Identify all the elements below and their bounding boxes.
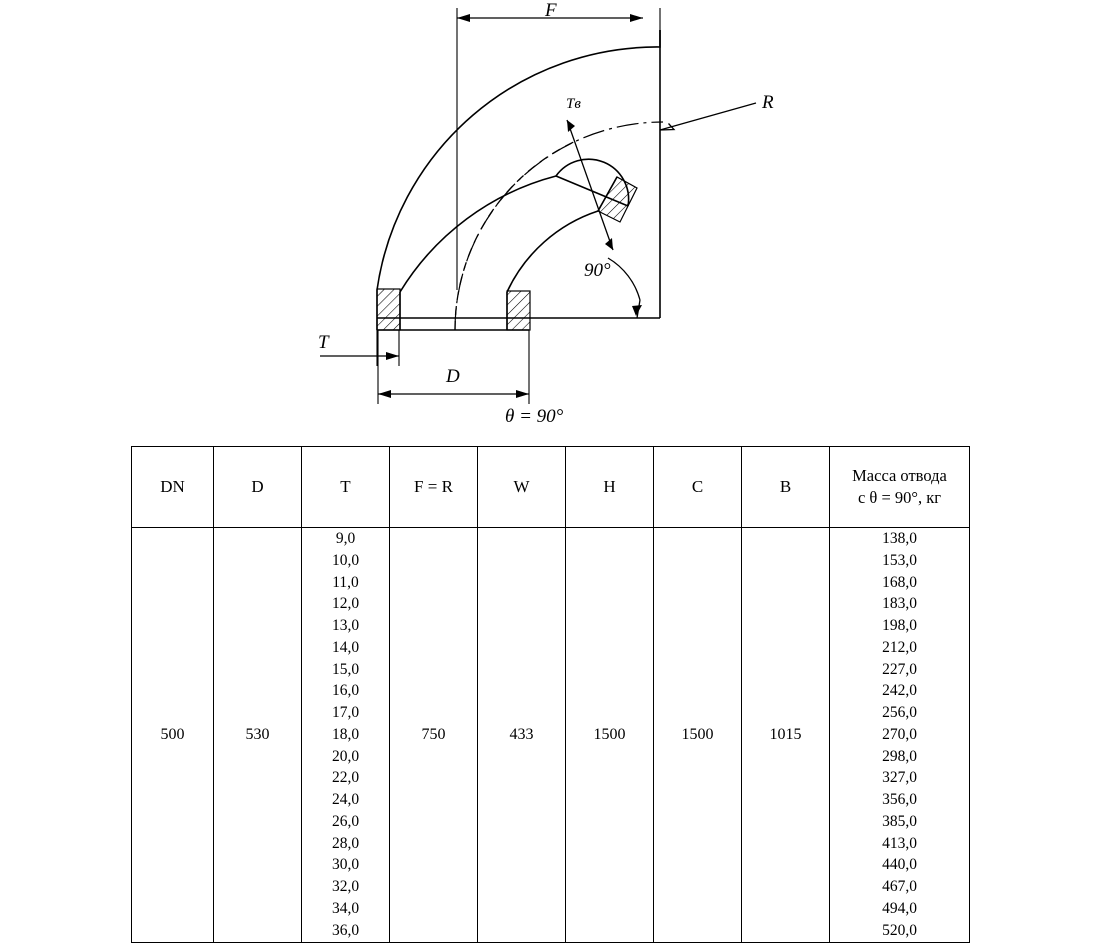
- cell-mass-list: [830, 528, 970, 943]
- label-r: R: [762, 92, 774, 113]
- mass-value: 138,0: [882, 530, 917, 547]
- elbow-technical-drawing: [0, 0, 1100, 440]
- header-w: W: [478, 447, 566, 528]
- cell-w: 433: [478, 528, 566, 943]
- header-dn: DN: [132, 447, 214, 528]
- t-value: 26,0: [331, 812, 360, 830]
- mass-value: 153,0: [882, 551, 917, 569]
- t-value: 11,0: [332, 573, 359, 591]
- specification-table: [131, 446, 970, 943]
- t-value: 30,0: [331, 856, 360, 874]
- mass-value: 198,0: [882, 617, 917, 635]
- t-value: 22,0: [331, 769, 360, 787]
- mass-value: 256,0: [882, 704, 917, 722]
- header-c: C: [654, 447, 742, 528]
- mass-value: 467,0: [882, 878, 917, 896]
- t-value: 9,0: [335, 530, 356, 547]
- label-t-inner: Tв: [566, 96, 581, 112]
- t-value: 28,0: [331, 834, 360, 852]
- header-t: T: [302, 447, 390, 528]
- header-b: B: [742, 447, 830, 528]
- dimension-t: [320, 330, 399, 366]
- radius-center-line: [455, 122, 663, 330]
- mass-value: 494,0: [882, 900, 917, 918]
- label-d: D: [446, 366, 460, 387]
- label-theta: θ = 90°: [505, 406, 564, 427]
- radius-leader: [660, 103, 756, 130]
- mass-value: 440,0: [882, 856, 917, 874]
- t-value: 13,0: [331, 617, 360, 635]
- t-value: 10,0: [331, 551, 360, 569]
- mass-value: 183,0: [882, 595, 917, 613]
- elbow-drawing-svg: [0, 0, 1100, 440]
- mass-value: 385,0: [882, 812, 917, 830]
- header-mass-line2: с θ = 90°, кг: [857, 488, 942, 507]
- t-value: 20,0: [331, 747, 360, 765]
- t-values-stack: [302, 528, 389, 942]
- t-value: 17,0: [331, 704, 360, 722]
- cell-d: 530: [214, 528, 302, 943]
- mass-value: 413,0: [882, 834, 917, 852]
- header-mass: [830, 447, 970, 528]
- header-mass-line1: Масса отвода: [852, 465, 947, 485]
- mass-value: 327,0: [882, 769, 917, 787]
- cell-b: 1015: [742, 528, 830, 943]
- t-value: 15,0: [331, 660, 360, 678]
- mass-value: 212,0: [882, 638, 917, 656]
- cell-c: 1500: [654, 528, 742, 943]
- cell-t-list: [302, 528, 390, 943]
- dimension-f: [457, 8, 660, 290]
- cell-h: 1500: [566, 528, 654, 943]
- mass-value: 227,0: [882, 660, 917, 678]
- t-value: 12,0: [331, 595, 360, 613]
- header-f-r: F = R: [390, 447, 478, 528]
- t-value: 32,0: [331, 878, 360, 896]
- table-row: [132, 528, 970, 943]
- t-value: 34,0: [331, 900, 360, 918]
- t-value: 18,0: [331, 725, 360, 743]
- mass-values-stack: [830, 528, 969, 942]
- t-value: 14,0: [331, 638, 360, 656]
- mass-value: 270,0: [882, 725, 917, 743]
- label-t: T: [318, 332, 329, 353]
- mass-value: 242,0: [882, 682, 917, 700]
- mass-value: 168,0: [882, 573, 917, 591]
- angle-indicator: [608, 258, 642, 318]
- cell-dn: 500: [132, 528, 214, 943]
- t-value: 16,0: [331, 682, 360, 700]
- specification-table-wrapper: [131, 446, 969, 939]
- t-value: 24,0: [331, 791, 360, 809]
- table-header-row: [132, 447, 970, 528]
- label-angle-90: 90°: [584, 260, 611, 281]
- header-h: H: [566, 447, 654, 528]
- mass-value: 298,0: [882, 747, 917, 765]
- label-f: F: [545, 0, 557, 21]
- header-d: D: [214, 447, 302, 528]
- t-value: 36,0: [331, 921, 360, 939]
- dimension-t-inner: [567, 120, 613, 250]
- mass-value: 520,0: [882, 921, 917, 939]
- cell-f-r: 750: [390, 528, 478, 943]
- mass-value: 356,0: [882, 791, 917, 809]
